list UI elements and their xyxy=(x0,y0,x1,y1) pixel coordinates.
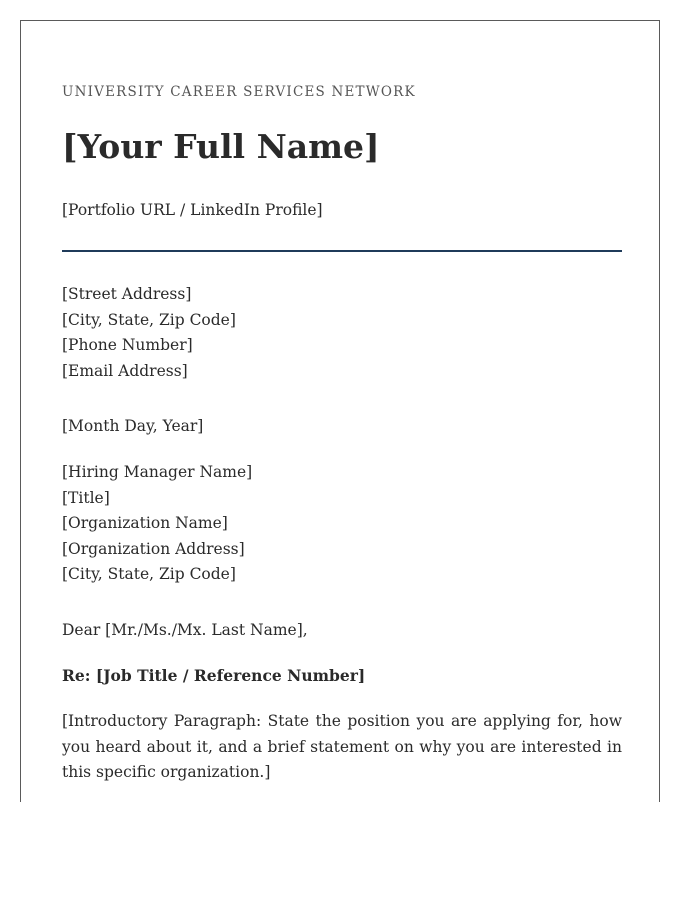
sender-street: [Street Address] xyxy=(62,285,192,303)
recipient-city-state-zip: [City, State, Zip Code] xyxy=(62,565,236,583)
re-line: Re: [Job Title / Reference Number] xyxy=(62,666,366,685)
recipient-title: [Title] xyxy=(62,488,110,507)
sender-city-state-zip: [City, State, Zip Code] xyxy=(62,310,236,329)
recipient-address-block xyxy=(62,460,622,588)
letter-date: [Month Day, Year] xyxy=(62,417,204,435)
portfolio-link: [Portfolio URL / LinkedIn Profile] xyxy=(62,201,323,219)
intro-paragraph: [Introductory Paragraph: State the position you are applying for, how you heard about it, and a brief statement on why you are interested in this specific organization.] xyxy=(62,712,622,781)
letter-page xyxy=(20,20,660,802)
sender-address-block xyxy=(62,282,622,384)
full-name-heading: [Your Full Name] xyxy=(62,127,380,166)
recipient-name: [Hiring Manager Name] xyxy=(62,463,253,481)
network-name: UNIVERSITY CAREER SERVICES NETWORK xyxy=(62,84,416,100)
recipient-address: [Organization Address] xyxy=(62,539,245,558)
recipient-organization: [Organization Name] xyxy=(62,514,228,532)
sender-email: [Email Address] xyxy=(62,361,188,380)
salutation: Dear [Mr./Ms./Mx. Last Name], xyxy=(62,621,308,639)
header-divider xyxy=(62,250,622,252)
sender-phone: [Phone Number] xyxy=(62,336,193,354)
